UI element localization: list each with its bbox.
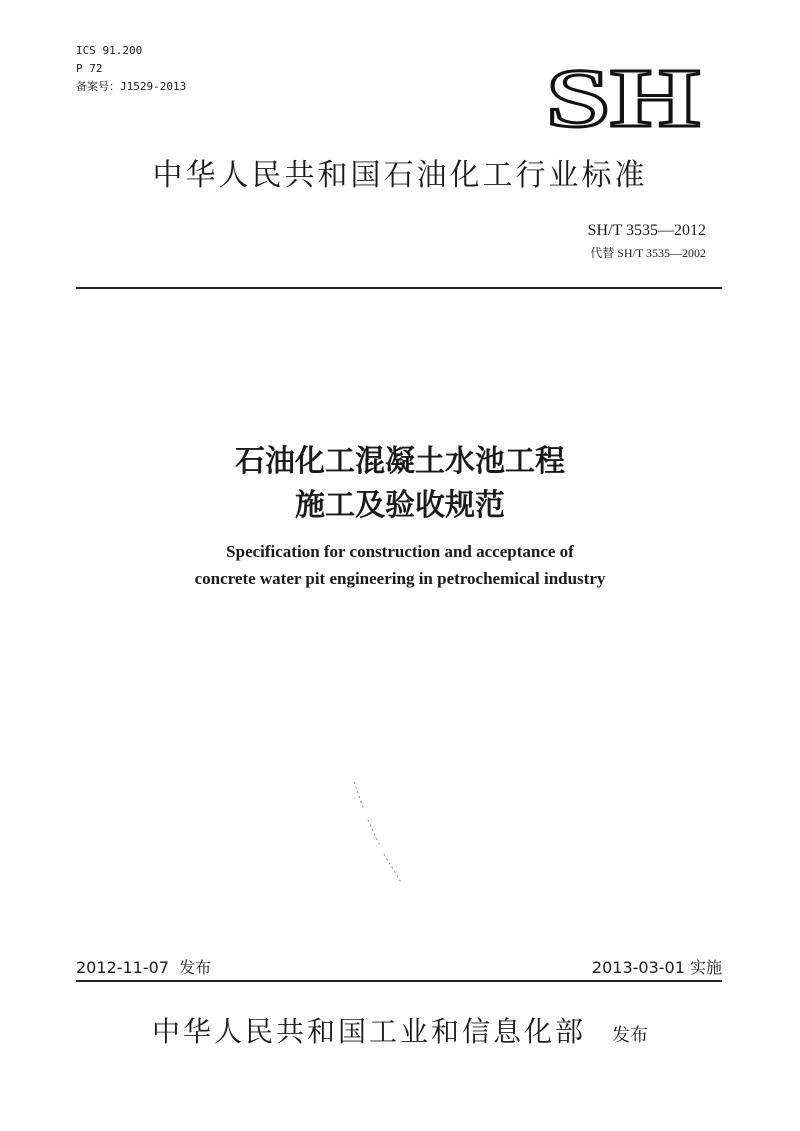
replaced-standard: 代替 SH/T 3535—2002: [590, 246, 706, 260]
standard-codes: [588, 222, 706, 261]
publisher-name: 中华人民共和国工业和信息化部: [151, 1015, 586, 1048]
top-divider: [76, 287, 722, 289]
title-chinese-line2: 施工及验收规范: [295, 488, 505, 523]
title-chinese: [0, 440, 800, 528]
record-number: 备案号：J1529-2013: [76, 80, 187, 93]
classification-code: P 72: [76, 62, 103, 75]
title-english-line2: concrete water pit engineering in petrochemical industry: [194, 569, 606, 588]
industry-standard-heading: 中华人民共和国石油化工行业标准: [152, 158, 648, 193]
title-english: [0, 538, 800, 592]
publisher-action: 发布: [612, 1025, 648, 1046]
bottom-divider: [76, 980, 722, 982]
issue-date: 2012-11-07 发布: [76, 958, 212, 977]
ics-code: ICS 91.200: [76, 44, 143, 57]
publisher-line: [0, 1010, 800, 1050]
sh-logo: [543, 60, 703, 132]
title-chinese-line1: 石油化工混凝土水池工程: [235, 444, 565, 479]
sh-logo-text: SH: [546, 60, 700, 132]
title-english-line1: Specification for construction and acceptance of: [226, 542, 574, 561]
classification-block: [76, 42, 186, 96]
scan-mark: [350, 780, 410, 890]
standard-code: SH/T 3535—2012: [587, 222, 706, 239]
effective-date: 2013-03-01 实施: [591, 958, 722, 977]
